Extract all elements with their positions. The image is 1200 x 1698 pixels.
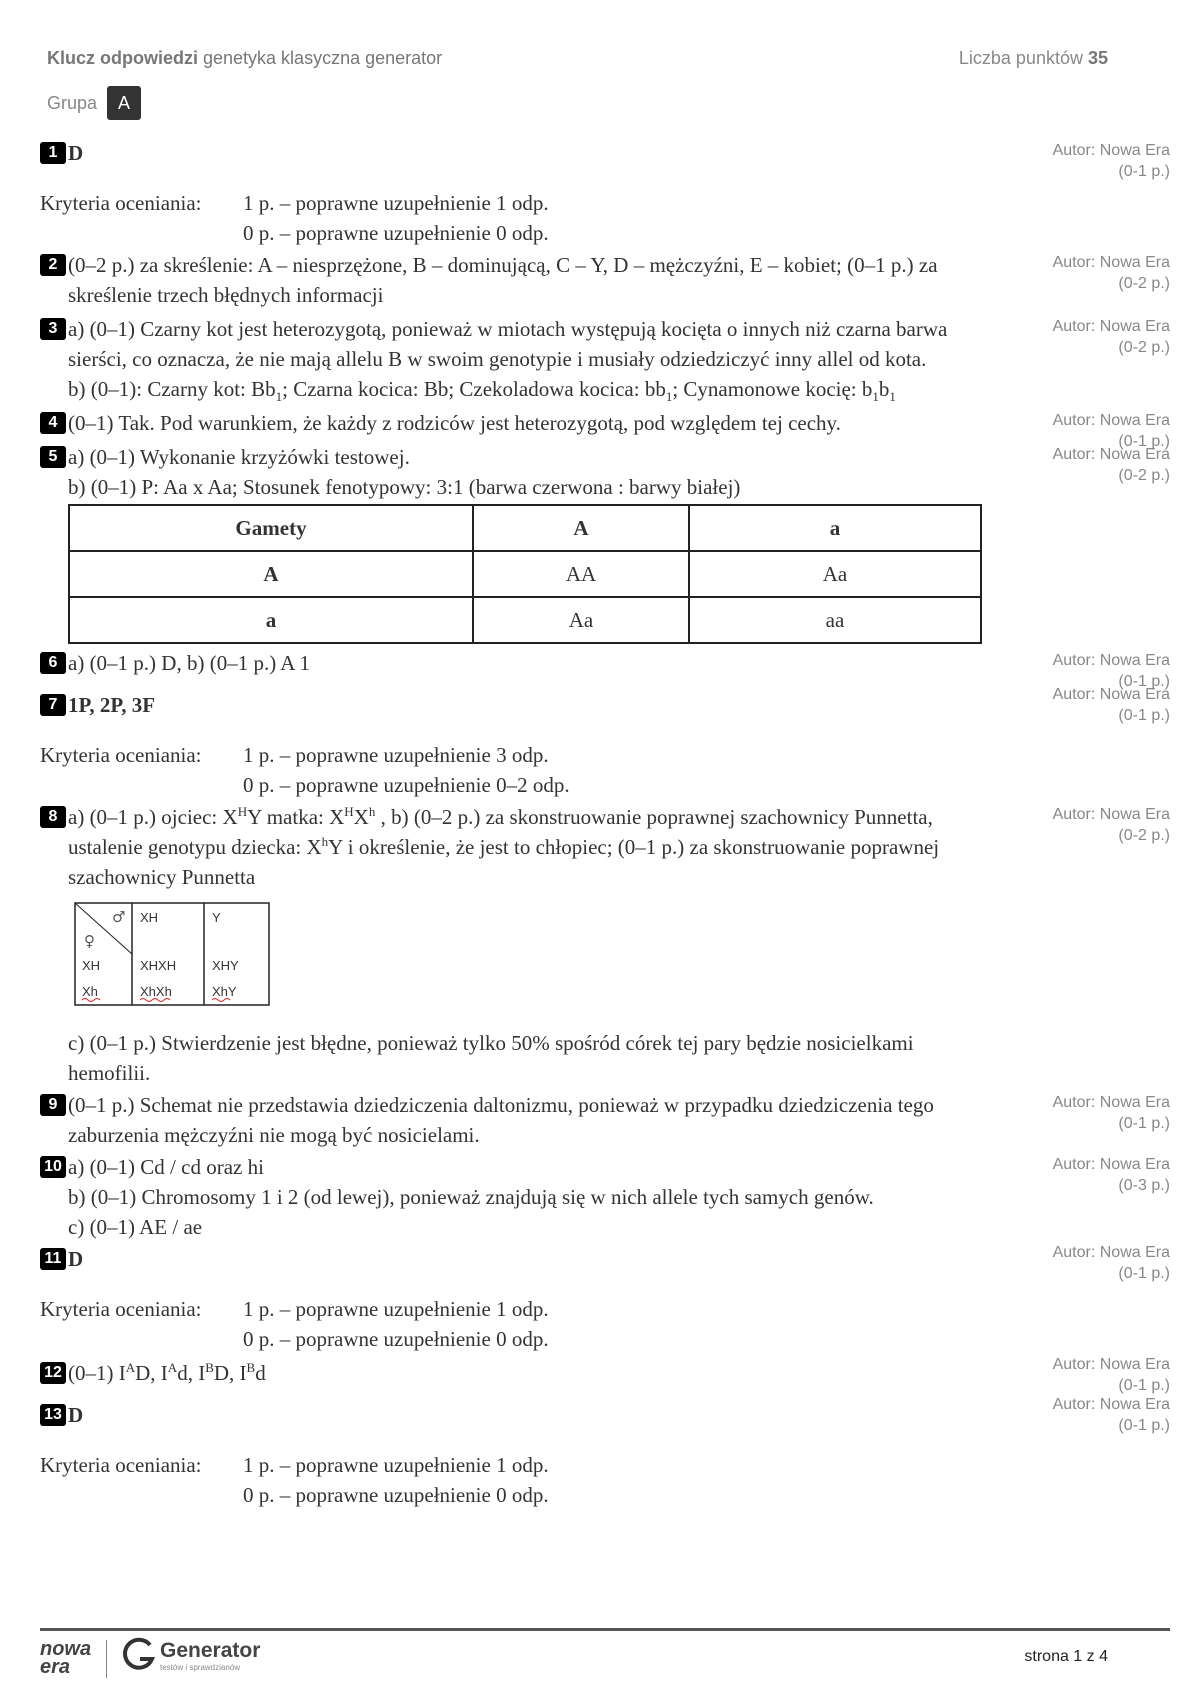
task-meta (1053, 252, 1170, 294)
points-value: 35 (1087, 48, 1108, 68)
text: ; Cynamonowe kocię: b (672, 377, 873, 401)
task-meta (1053, 1354, 1170, 1396)
generator-logo (122, 1637, 260, 1673)
task-number: 13 (40, 1404, 66, 1426)
task-1 (40, 138, 1170, 248)
task-answer-c: c) (0–1) AE / ae (68, 1215, 203, 1239)
criteria-line: 1 p. – poprawne uzupełnienie 3 odp. (243, 743, 549, 767)
text: b (878, 377, 890, 401)
task-answer-b: b) (0–1) P: Aa x Aa; Stosunek fenotypowy: 3:1 (barwa czerwona : barwy białej) (68, 475, 741, 499)
task-11 (40, 1244, 1170, 1354)
text: Y i określenie, że jest to chłopiec; (0–1 p.) za skonstruowanie poprawnej szachownicy Punnetta (68, 835, 940, 889)
task-meta (1053, 140, 1170, 182)
task-meta (1053, 1394, 1170, 1436)
author: Autor: Nowa Era (1052, 652, 1170, 669)
header-title-rest: genetyka klasyczna generator (198, 48, 443, 68)
task-points: (0-2 p.) (1118, 275, 1170, 292)
criteria (40, 740, 970, 800)
table-cell: Aa (473, 597, 689, 643)
task-6 (40, 648, 1170, 690)
criteria-line: 0 p. – poprawne uzupełnienie 0–2 odp. (243, 773, 570, 797)
table-cell: AA (473, 551, 689, 597)
punnett-cell: XhXh (140, 984, 172, 999)
author: Autor: Nowa Era (1052, 412, 1170, 429)
task-answer: D (68, 1403, 84, 1427)
task-12 (40, 1356, 1170, 1394)
task-answer: (0–2 p.) za skreślenie: A – niesprzężone, B – dominującą, C – Y, D – mężczyźni, E – kobiet; (0–1 p.) za skreślenie trzech błędnych informacji (68, 253, 938, 307)
task-13 (40, 1396, 1170, 1510)
superscript: A (125, 1360, 136, 1375)
superscript: H (237, 804, 248, 819)
table-header: Gamety (69, 505, 473, 551)
criteria-label: Kryteria oceniania: (40, 191, 202, 215)
table-header: A (473, 505, 689, 551)
task-answer-b (68, 374, 970, 404)
header-points (959, 48, 1108, 69)
col-header: Y (212, 910, 221, 925)
punnett-cell: XHXH (140, 958, 177, 973)
criteria-line: 1 p. – poprawne uzupełnienie 1 odp. (243, 191, 549, 215)
criteria-line: 0 p. – poprawne uzupełnienie 0 odp. (243, 1327, 549, 1351)
text: (0–1) I (68, 1361, 126, 1385)
table-cell: a (69, 597, 473, 643)
subscript: 1 (275, 389, 283, 405)
table-header: a (689, 505, 981, 551)
header-title (47, 48, 442, 69)
task-number: 4 (40, 412, 66, 434)
task-number: 7 (40, 694, 66, 716)
task-meta (1053, 684, 1170, 726)
punnett-cell: XHY (212, 958, 239, 973)
task-points: (0-1 p.) (1118, 673, 1170, 690)
task-points: (0-1 p.) (1118, 163, 1170, 180)
text: b) (0–1): Czarny kot: Bb (68, 377, 276, 401)
task-meta (1053, 1092, 1170, 1134)
row-header: XH (82, 958, 101, 973)
task-number: 9 (40, 1094, 66, 1116)
task-number: 11 (40, 1248, 66, 1270)
task-meta (1053, 444, 1170, 486)
group-badge: A (107, 86, 141, 120)
col-header: XH (140, 910, 159, 925)
points-label: Liczba punktów (958, 48, 1088, 68)
task-meta (1053, 1154, 1170, 1196)
criteria-line: 0 p. – poprawne uzupełnienie 0 odp. (243, 221, 549, 245)
criteria-line: 1 p. – poprawne uzupełnienie 1 odp. (243, 1297, 549, 1321)
text: a) (0–1 p.) ojciec: X (68, 805, 238, 829)
author: Autor: Nowa Era (1052, 254, 1170, 271)
task-answer (68, 1358, 970, 1388)
task-number: 5 (40, 446, 66, 468)
task-number: 8 (40, 806, 66, 828)
text: X (353, 805, 369, 829)
task-2 (40, 250, 1170, 310)
author: Autor: Nowa Era (1052, 1244, 1170, 1261)
superscript: B (246, 1360, 256, 1375)
task-points: (0-1 p.) (1118, 1265, 1170, 1282)
text: Y matka: X (247, 805, 345, 829)
criteria-line: 1 p. – poprawne uzupełnienie 1 odp. (243, 1453, 549, 1477)
task-answer-a (68, 802, 970, 892)
task-points: (0-1 p.) (1118, 1115, 1170, 1132)
text: ; Czarna kocica: Bb; Czekoladowa kocica: bb (282, 377, 666, 401)
logo-text: Generator (160, 1638, 261, 1662)
group-label: Grupa (47, 92, 98, 113)
author: Autor: Nowa Era (1052, 806, 1170, 823)
criteria (40, 1294, 970, 1354)
generator-g-icon (122, 1637, 156, 1673)
header-title-bold: Klucz odpowiedzi (47, 48, 198, 68)
superscript: B (205, 1360, 214, 1375)
nowa-era-logo (40, 1640, 91, 1676)
table-row (69, 551, 981, 597)
task-9 (40, 1090, 1170, 1150)
logo-text: nowa (40, 1638, 92, 1660)
page-number: strona 1 z 4 (1024, 1648, 1108, 1665)
table-cell: A (69, 551, 473, 597)
superscript: H (344, 804, 354, 819)
task-number: 12 (40, 1362, 66, 1384)
task-meta (1053, 1242, 1170, 1284)
text: D, I (135, 1361, 168, 1385)
table-cell: Aa (689, 551, 981, 597)
gamete-table (68, 504, 982, 644)
task-7 (40, 686, 1170, 800)
task-answer: a) (0–1 p.) D, b) (0–1 p.) A 1 (68, 651, 311, 675)
task-points: (0-1 p.) (1118, 707, 1170, 724)
task-answer: D (68, 1247, 84, 1271)
criteria-label: Kryteria oceniania: (40, 1297, 202, 1321)
table-row (69, 505, 981, 551)
criteria-label: Kryteria oceniania: (40, 1453, 202, 1477)
table-cell: aa (689, 597, 981, 643)
subscript: 1 (889, 389, 896, 405)
criteria (40, 1450, 970, 1510)
task-number: 10 (40, 1156, 66, 1178)
task-number: 3 (40, 318, 66, 340)
table-row (69, 597, 981, 643)
author: Autor: Nowa Era (1052, 446, 1170, 463)
header-group (47, 86, 141, 120)
task-answer-a: a) (0–1) Czarny kot jest heterozygotą, ponieważ w miotach występują kocięta o innych niż czarna barwa sierści, co oznacza, że nie mają allelu B w swoim genotypie i musiały odziedziczyć inny allel od kota. (68, 317, 948, 371)
task-meta (1053, 804, 1170, 846)
author: Autor: Nowa Era (1052, 318, 1170, 335)
superscript: h (321, 834, 329, 849)
task-answer-a: a) (0–1) Wykonanie krzyżówki testowej. (68, 445, 410, 469)
author: Autor: Nowa Era (1052, 1156, 1170, 1173)
text: D, I (213, 1361, 247, 1385)
text: d (255, 1361, 266, 1385)
task-number: 6 (40, 652, 66, 674)
author: Autor: Nowa Era (1052, 1396, 1170, 1413)
task-points: (0-1 p.) (1118, 1377, 1170, 1394)
author: Autor: Nowa Era (1052, 142, 1170, 159)
text: , b) (0–2 p.) za skonstruowanie poprawnej szachownicy Punnetta, ustalenie genotypu dziecka: X (68, 805, 933, 859)
subscript: 1 (872, 389, 879, 405)
punnett-square-drawing (74, 902, 270, 1006)
logo-text: era (40, 1656, 71, 1678)
task-number: 1 (40, 142, 66, 164)
logo-subtext: testów i sprawdzianów (160, 1662, 241, 1672)
task-points: (0-2 p.) (1118, 467, 1170, 484)
task-answer: 1P, 2P, 3F (68, 693, 156, 717)
task-points: (0-1 p.) (1118, 1417, 1170, 1434)
task-4 (40, 408, 1170, 450)
author: Autor: Nowa Era (1052, 1094, 1170, 1111)
task-answer-b: b) (0–1) Chromosomy 1 i 2 (od lewej), ponieważ znajdują się w nich allele tych samych genów. (68, 1185, 874, 1209)
task-points: (0-2 p.) (1118, 339, 1170, 356)
punnett-cell: XhY (212, 984, 237, 999)
criteria-line: 0 p. – poprawne uzupełnienie 0 odp. (243, 1483, 549, 1507)
task-answer-a: a) (0–1) Cd / cd oraz hi (68, 1155, 264, 1179)
task-points: (0-2 p.) (1118, 827, 1170, 844)
superscript: A (167, 1360, 178, 1375)
author: Autor: Nowa Era (1052, 1356, 1170, 1373)
task-10 (40, 1152, 1170, 1242)
task-3 (40, 314, 1170, 404)
task-points: (0-3 p.) (1118, 1177, 1170, 1194)
answer-key-content (40, 138, 1170, 1510)
task-answer: D (68, 141, 84, 165)
female-symbol: ♀ (84, 932, 95, 950)
subscript: 1 (665, 389, 673, 405)
author: Autor: Nowa Era (1052, 686, 1170, 703)
row-header: Xh (82, 984, 98, 999)
task-8 (40, 802, 1170, 1088)
task-5 (40, 442, 1170, 648)
task-answer: (0–1) Tak. Pod warunkiem, że każdy z rodziców jest heterozygotą, pod względem tej cechy. (68, 411, 841, 435)
task-answer-c: c) (0–1 p.) Stwierdzenie jest błędne, ponieważ tylko 50% spośród córek tej pary będzie nosicielkami hemofilii. (68, 1031, 914, 1085)
superscript: h (368, 804, 376, 819)
task-answer: (0–1 p.) Schemat nie przedstawia dziedziczenia daltonizmu, ponieważ w przypadku dziedziczenia tego zaburzenia mężczyźni nie mogą być nosicielami. (68, 1093, 934, 1147)
male-symbol: ♂ (112, 908, 126, 926)
task-number: 2 (40, 254, 66, 276)
footer-divider (40, 1628, 1170, 1631)
task-points: (0-1 p.) (1118, 433, 1170, 450)
logo-separator (106, 1640, 107, 1678)
punnett-square (74, 902, 970, 1014)
text: d, I (177, 1361, 206, 1385)
criteria (40, 188, 970, 248)
task-meta (1053, 316, 1170, 358)
criteria-label: Kryteria oceniania: (40, 743, 202, 767)
